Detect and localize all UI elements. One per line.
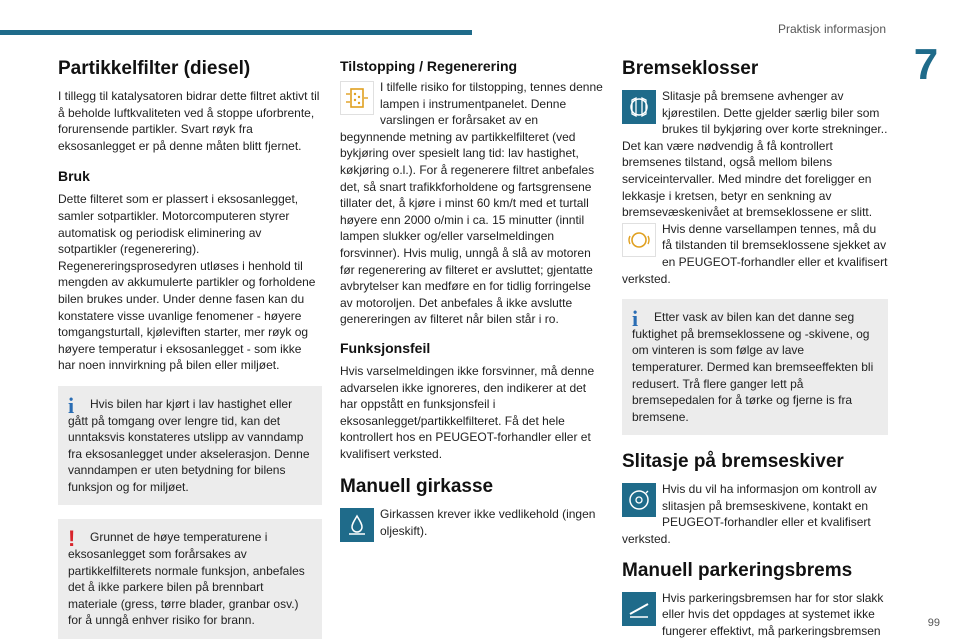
heading-bruk: Bruk xyxy=(58,168,90,185)
header-accent-bar xyxy=(0,30,472,35)
brake-pads-icon-svg xyxy=(626,94,652,120)
bremseskiver-paragraph: Hvis du vil ha informasjon om kontroll av slitasjen på bremseskivene, kontakt en PEUGEOT-forhandler eller et kvalifisert verksted. xyxy=(622,482,877,547)
warning-exclamation-icon: ! xyxy=(68,526,76,552)
brake-disc-icon-svg xyxy=(626,487,652,513)
parking-brake-lever-icon-svg xyxy=(626,596,652,622)
column-middle xyxy=(340,48,605,544)
tilstopping-paragraph: I tilfelle risiko for tilstopping, tennes denne lampen i instrumentpanelet. Denne varslingen er forårsaket av en begynnende metning av partikkelfilteret (ved bykjøring over spesielt lang tid: lav hastighet, køkjøring o.l.). For å regenerere filtret anbefales det, så snart trafikkforholdene og fartsgrensene tillater det, å kjøre i minst 60 km/t med et turtall høyere enn 2000 o/min i ca. 15 minutter (inntil lampen slukker og/eller varselmeldingen forsvinner). Hvis mulig, unngå å slå av motoren før regenerering av filteret er avsluttet; gjentatte avbrytelser kan medføre en for tidlig forringelse av motoroljen. Det anbefales å ikke avslutte genereringen av filteret når bilen står i ro. xyxy=(340,80,603,327)
bremse-lampe-block xyxy=(622,221,888,287)
info-note-box xyxy=(58,386,322,506)
brake-disc-icon xyxy=(622,483,656,517)
brake-warning-lamp-icon xyxy=(622,223,656,257)
chapter-number: 7 xyxy=(913,40,939,89)
bruk-paragraph: Dette filteret som er plassert i eksosanlegget, samler sotpartikler. Motorcomputeren styrer automatisk og periodisk eliminering av sotpartikler (regenerering). Regenereringsprosedyren utløses i henhold til mengden av akkumulerte partikler og forholdene bilen brukes under. Under denne fasen kan du konstatere visse uvanlige fenomener - høyere tomgangsturtall, kjøleviften starter, mer røyk og høyere temperatur i eksosanlegget - som ikke har noen innvirkning på bilen eller miljøet. xyxy=(58,192,316,373)
parkeringsbrems-block xyxy=(622,590,888,640)
brake-pads-icon xyxy=(622,90,656,124)
heading-funksjonsfeil: Funksjonsfeil xyxy=(340,339,431,356)
info-i-icon: i xyxy=(632,306,639,332)
parking-brake-lever-icon xyxy=(622,592,656,626)
info-i-icon: i xyxy=(68,392,75,418)
page-number: 99 xyxy=(927,617,940,629)
particle-filter-warning-icon-svg xyxy=(344,85,370,111)
heading-tilstopping: Tilstopping / Regenerering xyxy=(340,58,518,74)
bremse-lampe-paragraph: Hvis denne varsellampen tennes, må du få tilstanden til bremseklossene sjekket av en PEUGEOT-forhandler eller et kvalifisert verksted. xyxy=(622,221,888,286)
particle-filter-warning-icon xyxy=(340,81,374,115)
info-note-text: Hvis bilen har kjørt i lav hastighet eller gått på tomgang over lengre tid, kan det unntaksvis konstateres utslipp av vanndamp fra eksosanlegget under akselerasjon. Denne vanndampen er uten betydning for bilens funksjon og for miljøet. xyxy=(68,396,310,494)
brake-warning-lamp-icon-svg xyxy=(626,227,652,253)
info-note-brakes-text: Etter vask av bilen kan det danne seg fuktighet på bremseklossene og -skivene, og om vinteren is som følge av lave temperaturer. Dermed kan bremseeffekten bli redusert. Trå flere ganger lett på bremsepedalen for å tørke og fjerne is fra bremsene. xyxy=(632,310,874,424)
heading-slitasje-bremseskiver: Slitasje på bremseskiver xyxy=(622,451,844,473)
gearbox-oil-icon xyxy=(340,508,374,542)
girkasse-paragraph: Girkassen krever ikke vedlikehold (ingen oljeskift). xyxy=(380,507,596,539)
warning-note-box xyxy=(58,519,322,639)
bremseskiver-block xyxy=(622,481,888,547)
parkeringsbrems-paragraph: Hvis parkeringsbremsen har for stor slakk eller hvis det oppdages at systemet ikke fungerer effektivt, må parkeringsbremsen xyxy=(662,590,884,638)
gearbox-oil-icon-svg xyxy=(344,512,370,538)
tilstopping-block xyxy=(340,79,605,328)
warning-note-text: Grunnet de høye temperaturene i eksosanlegget som forårsakes av partikkelfilterets normale funksjon, anbefales det å ikke parkere bilen på brennbart materiale (gress, tørre blader, granbar osv.) for å unngå enhver risiko for brann. xyxy=(68,530,305,628)
heading-bremseklosser: Bremseklosser xyxy=(622,58,759,79)
heading-manuell-parkeringsbrems: Manuell parkeringsbrems xyxy=(622,559,853,581)
heading-partikkelfilter: Partikkelfilter (diesel) xyxy=(58,58,251,79)
info-note-box-brakes xyxy=(622,299,888,435)
bremseklosser-paragraph: Slitasje på bremsene avhenger av kjørestilen. Dette gjelder særlig biler som brukes til bykjøring over korte strekninger.. Det kan være nødvendig å få kontrollert bremsenes tilstand, også mellom bilens serviceintervaller. Med mindre det foreligger en lekkasje i kretsen, betyr en senkning av bremsevæskenivået at bremseklossene er slitt. xyxy=(622,89,888,220)
funksjonsfeil-paragraph: Hvis varselmeldingen ikke forsvinner, må denne advarselen ikke ignoreres, den indikerer at det har oppstått en funksjonsfeil i eksosanlegget/partikkelfilteret. Få det hele kontrollert hos en PEUGEOT-forhandler eller et kvalifisert verksted. xyxy=(340,363,595,461)
heading-manuell-girkasse: Manuell girkasse xyxy=(340,476,494,498)
girkasse-block xyxy=(340,506,605,544)
section-title: Praktisk informasjon xyxy=(777,22,886,36)
column-left xyxy=(58,48,322,639)
bremseklosser-block xyxy=(622,88,888,221)
column-right xyxy=(622,48,888,639)
intro-paragraph: I tillegg til katalysatoren bidrar dette filtret aktivt til å beholde luftkvaliteten ved å stoppe uforbrente, forurensende partikler. Svart røyk fra eksosanlegget er på denne måten blitt fjernet. xyxy=(58,89,320,153)
